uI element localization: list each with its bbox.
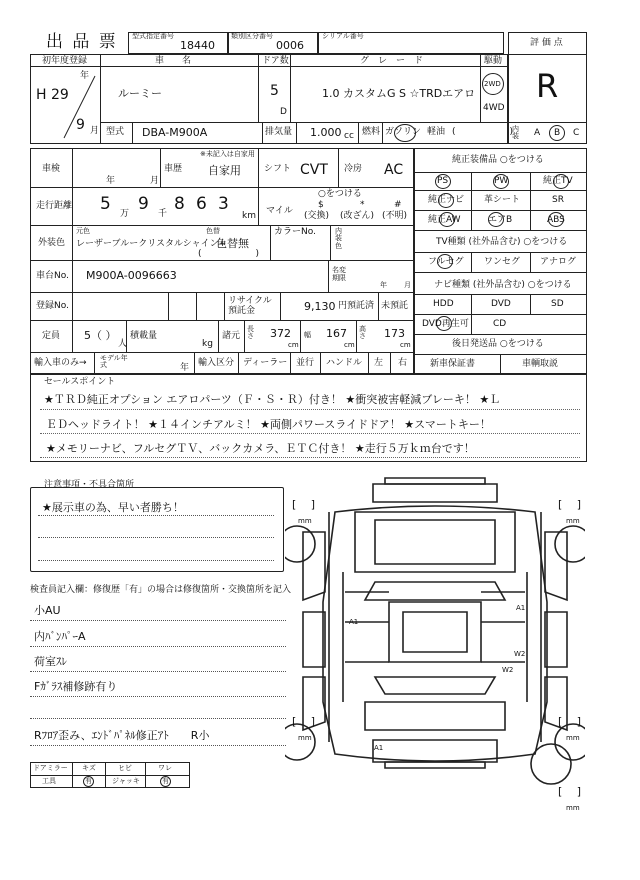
- equipment-title: 純正装備品 ○をつける: [452, 155, 544, 165]
- odo-swap: (交換): [304, 211, 330, 221]
- scratch-label: キズ: [82, 764, 96, 772]
- inspector-line-5: Rﾌﾛｱ歪み、ｴﾝﾄﾞﾊﾟﾈﾙ修正ｱﾄ R小: [34, 729, 210, 742]
- tread-bracket-spare: [ ]: [558, 785, 582, 798]
- capacity-unit: 人: [118, 339, 128, 349]
- door-type: D: [280, 107, 287, 117]
- mileage-digit-5: 3: [218, 194, 229, 214]
- tread-bracket-fl: [ ]: [292, 498, 316, 511]
- mile-label: マイル: [266, 206, 293, 216]
- jack-label: ジャッキ: [112, 777, 140, 785]
- equip-aw: 純正AW: [428, 215, 461, 225]
- navi-dvd: DVD: [491, 299, 511, 309]
- import-label: 輸入車のみ→: [34, 358, 87, 368]
- equip-navi: 純正ナビ: [428, 195, 465, 205]
- sales-line-3: ★メモリーナビ、フルセグＴＶ、バックカメラ、ＥＴＣ付き！ ★走行５万ｋｍ台です！: [46, 442, 475, 455]
- evaluation-score: R: [536, 67, 559, 105]
- import-parallel: 並行: [296, 358, 315, 368]
- fuel-gasoline: ガソリン: [385, 127, 422, 137]
- displacement-label: 排気量: [265, 127, 293, 137]
- tread-unit-spare: mm: [566, 804, 580, 812]
- equip-tv: 純正TV: [543, 176, 573, 186]
- color-change-label: 色替: [206, 227, 220, 235]
- doors-label: ドア数: [262, 56, 289, 66]
- length-unit: cm: [288, 341, 299, 349]
- mileage-digit-4: 6: [196, 194, 207, 214]
- evaluation-label: 評 価 点: [530, 38, 563, 48]
- height-unit: cm: [400, 341, 411, 349]
- drive-label: 駆動: [484, 56, 503, 66]
- mileage-digit-1: 5: [100, 194, 111, 214]
- recycle-unpaid: 未預託: [381, 301, 409, 311]
- mileage-km: km: [242, 211, 256, 221]
- width-unit: cm: [344, 341, 355, 349]
- recycle-label: リサイクル預託金: [228, 296, 272, 317]
- tread-bracket-rr: [ ]: [558, 715, 582, 728]
- tread-unit-rl: mm: [298, 734, 312, 742]
- tread-unit-fl: mm: [298, 517, 312, 525]
- tread-bracket-rl: [ ]: [292, 715, 316, 728]
- inspector-line-1: 小AU: [34, 604, 61, 617]
- tread-unit-rr: mm: [566, 734, 580, 742]
- title-change-month: 月: [404, 281, 411, 289]
- displacement-unit: cc: [344, 131, 354, 141]
- history-note: ※未記入は自家用: [200, 150, 255, 158]
- import-dealer: ディーラー: [243, 358, 288, 368]
- title-change-year: 年: [380, 281, 387, 289]
- fuel-bracket: ( ): [452, 127, 514, 137]
- navi-dvd-play: DVD再生可: [422, 319, 469, 329]
- equip-airbag: エアB: [488, 215, 513, 225]
- damage-mark-w2-upper: W2: [514, 650, 526, 658]
- year-unit: 年: [80, 71, 90, 81]
- ac-label: 冷房: [344, 164, 363, 174]
- car-name: ルーミー: [118, 87, 162, 100]
- break-label: ワレ: [158, 764, 172, 772]
- tools-label: 工具: [42, 777, 56, 785]
- mileage-circle-note: ○をつける: [318, 189, 362, 199]
- color-label: 外装色: [38, 238, 66, 248]
- shaken-label: 車検: [42, 164, 61, 174]
- door-mirror-label: ドアミラー: [33, 764, 68, 772]
- registration-no-label: 登録No.: [36, 301, 69, 311]
- category-number: 0006: [276, 39, 304, 52]
- equip-sr: SR: [552, 195, 564, 205]
- color-code-label: カラーNo.: [274, 227, 316, 237]
- model-year-suffix: 年: [180, 363, 190, 373]
- navi-title: ナビ種類 (社外品含む) ○をつける: [434, 280, 572, 290]
- mileage-digit-2: 9: [138, 194, 149, 214]
- fuel-label: 燃料: [362, 127, 381, 137]
- docs-title: 後日発送品 ○をつける: [452, 339, 544, 349]
- type-number-label: 型式指定番号: [132, 32, 174, 40]
- inspector-line-3: 荷室ｽﾚ: [34, 655, 67, 668]
- model-value: DBA-M900A: [142, 126, 208, 139]
- damage-mark-a1-left: A1: [349, 618, 359, 626]
- odo-alter: (改ざん): [340, 211, 375, 221]
- damage-mark-w2-lower: W2: [502, 666, 514, 674]
- odo-unknown: (不明): [382, 211, 408, 221]
- original-color-label: 元色: [76, 227, 90, 235]
- crack-label: ヒビ: [118, 764, 132, 772]
- load-unit: kg: [202, 339, 213, 349]
- mileage-sen: 千: [158, 209, 168, 219]
- damage-mark-a1-right: A1: [516, 604, 526, 612]
- car-name-label: 車 名: [155, 56, 192, 66]
- tv-fullseg: フルセグ: [428, 257, 464, 267]
- odo-alter-mark: *: [360, 200, 365, 210]
- mileage-label: 走行距離: [36, 201, 73, 211]
- interior-label: 内装: [512, 125, 519, 140]
- mileage-digit-3: 8: [174, 194, 185, 214]
- equip-leather: 革シート: [484, 195, 521, 205]
- doc-warranty: 新車保証書: [430, 359, 476, 369]
- tread-unit-fr: mm: [566, 517, 580, 525]
- color-change-value: 色替無: [216, 237, 249, 250]
- interior-color-label: 内装色: [335, 227, 342, 250]
- displacement-value: 1.000: [310, 126, 342, 139]
- color-paren: ( ): [198, 249, 260, 259]
- shaken-year: 年: [106, 176, 116, 186]
- serial-number-label: シリアル番号: [322, 32, 364, 40]
- handle-left: 左: [374, 358, 384, 368]
- recycle-status: 円預託済: [338, 301, 375, 311]
- car-damage-diagram: [285, 472, 585, 812]
- height-label: 高さ: [359, 325, 366, 340]
- import-type-label: 輸入区分: [198, 358, 235, 368]
- history-value: 自家用: [208, 164, 241, 177]
- odo-swap-mark: $: [318, 200, 324, 210]
- interior-b: B: [554, 128, 561, 138]
- door-count: 5: [270, 83, 279, 99]
- first-registration-label: 初年度登録: [42, 56, 88, 66]
- history-label: 車歴: [164, 164, 183, 174]
- load-label: 積載量: [130, 331, 158, 341]
- navi-sd: SD: [551, 299, 564, 309]
- notes-text: ★展示車の為、早い者勝ち！: [42, 501, 184, 514]
- vin-label: 車台No.: [36, 271, 69, 281]
- form-title: 出 品 票: [46, 32, 118, 52]
- tv-title: TV種類 (社外品含む) ○をつける: [436, 237, 568, 247]
- interior-a: A: [534, 128, 541, 138]
- dimensions-label: 諸元: [222, 331, 241, 341]
- sales-line-2: ＥＤヘッドライト！ ★１４インチアルミ！ ★両側パワースライドドア！ ★スマートキー！: [46, 418, 491, 431]
- drive-2wd: 2WD: [484, 80, 501, 88]
- model-year-label: モデル年式: [100, 354, 128, 369]
- fuel-diesel: 軽油: [427, 127, 446, 137]
- registration-era: H 29: [36, 87, 69, 103]
- mileage-man: 万: [120, 209, 130, 219]
- handle-label: ハンドル: [326, 358, 363, 368]
- type-number: 18440: [180, 39, 215, 52]
- equip-pw: PW: [494, 176, 509, 186]
- tv-oneseg: ワンセグ: [484, 257, 521, 267]
- height-value: 173: [384, 327, 405, 340]
- grade-label: グ レ ー ド: [360, 56, 424, 66]
- doc-manual: 車輌取説: [522, 359, 559, 369]
- category-number-label: 類別区分番号: [231, 32, 273, 40]
- length-value: 372: [270, 327, 291, 340]
- grade-value: 1.0 カスタムG S ☆TRDエアロ: [322, 87, 476, 100]
- interior-c: C: [573, 128, 580, 138]
- shift-value: CVT: [300, 162, 328, 178]
- odo-unknown-mark: #: [394, 200, 402, 210]
- tools-yes: 有: [85, 777, 92, 785]
- model-label: 型式: [106, 127, 125, 137]
- recycle-amount: 9,130: [304, 300, 336, 313]
- length-label: 長さ: [247, 325, 254, 340]
- drive-4wd: 4WD: [483, 103, 505, 113]
- capacity-label: 定員: [42, 331, 61, 341]
- tread-bracket-fr: [ ]: [558, 498, 582, 511]
- shift-label: シフト: [264, 164, 292, 174]
- sales-line-1: ★ＴＲＤ純正オプション エアロパーツ（Ｆ・Ｓ・Ｒ）付き！ ★衝突被害軽減ブレーキ！ ★Ｌ: [44, 393, 501, 406]
- handle-right: 右: [398, 358, 408, 368]
- sales-points-label: セールスポイント: [44, 377, 116, 387]
- title-change-label: 名変期限: [332, 266, 346, 283]
- color-value: レーザーブルークリスタルシャイン+: [76, 239, 227, 249]
- damage-mark-a1-rear: A1: [374, 744, 384, 752]
- width-label: 幅: [304, 331, 311, 339]
- ac-value: AC: [384, 162, 404, 178]
- shaken-month: 月: [150, 176, 160, 186]
- width-value: 167: [326, 327, 347, 340]
- tv-analog: アナログ: [540, 257, 577, 267]
- inspector-line-2: 内ﾊﾞﾝﾊﾟｰA: [34, 630, 86, 643]
- vin-value: M900A-0096663: [86, 269, 177, 282]
- notes-label: 注意事項・不具合箇所: [44, 480, 135, 490]
- inspector-label: 検査員記入欄：修復歴「有」の場合は修復箇所・交換箇所を記入: [30, 585, 292, 595]
- month-unit: 月: [90, 126, 100, 136]
- navi-hdd: HDD: [433, 299, 454, 309]
- equip-abs: ABS: [547, 215, 565, 225]
- navi-cd: CD: [493, 319, 507, 329]
- inspector-line-4: Fｶﾞﾗｽ補修跡有り: [34, 680, 118, 693]
- capacity-value: 5（ ）: [84, 329, 117, 342]
- jack-yes: 有: [162, 777, 169, 785]
- equip-ps: PS: [437, 176, 449, 186]
- registration-month: 9: [76, 117, 85, 133]
